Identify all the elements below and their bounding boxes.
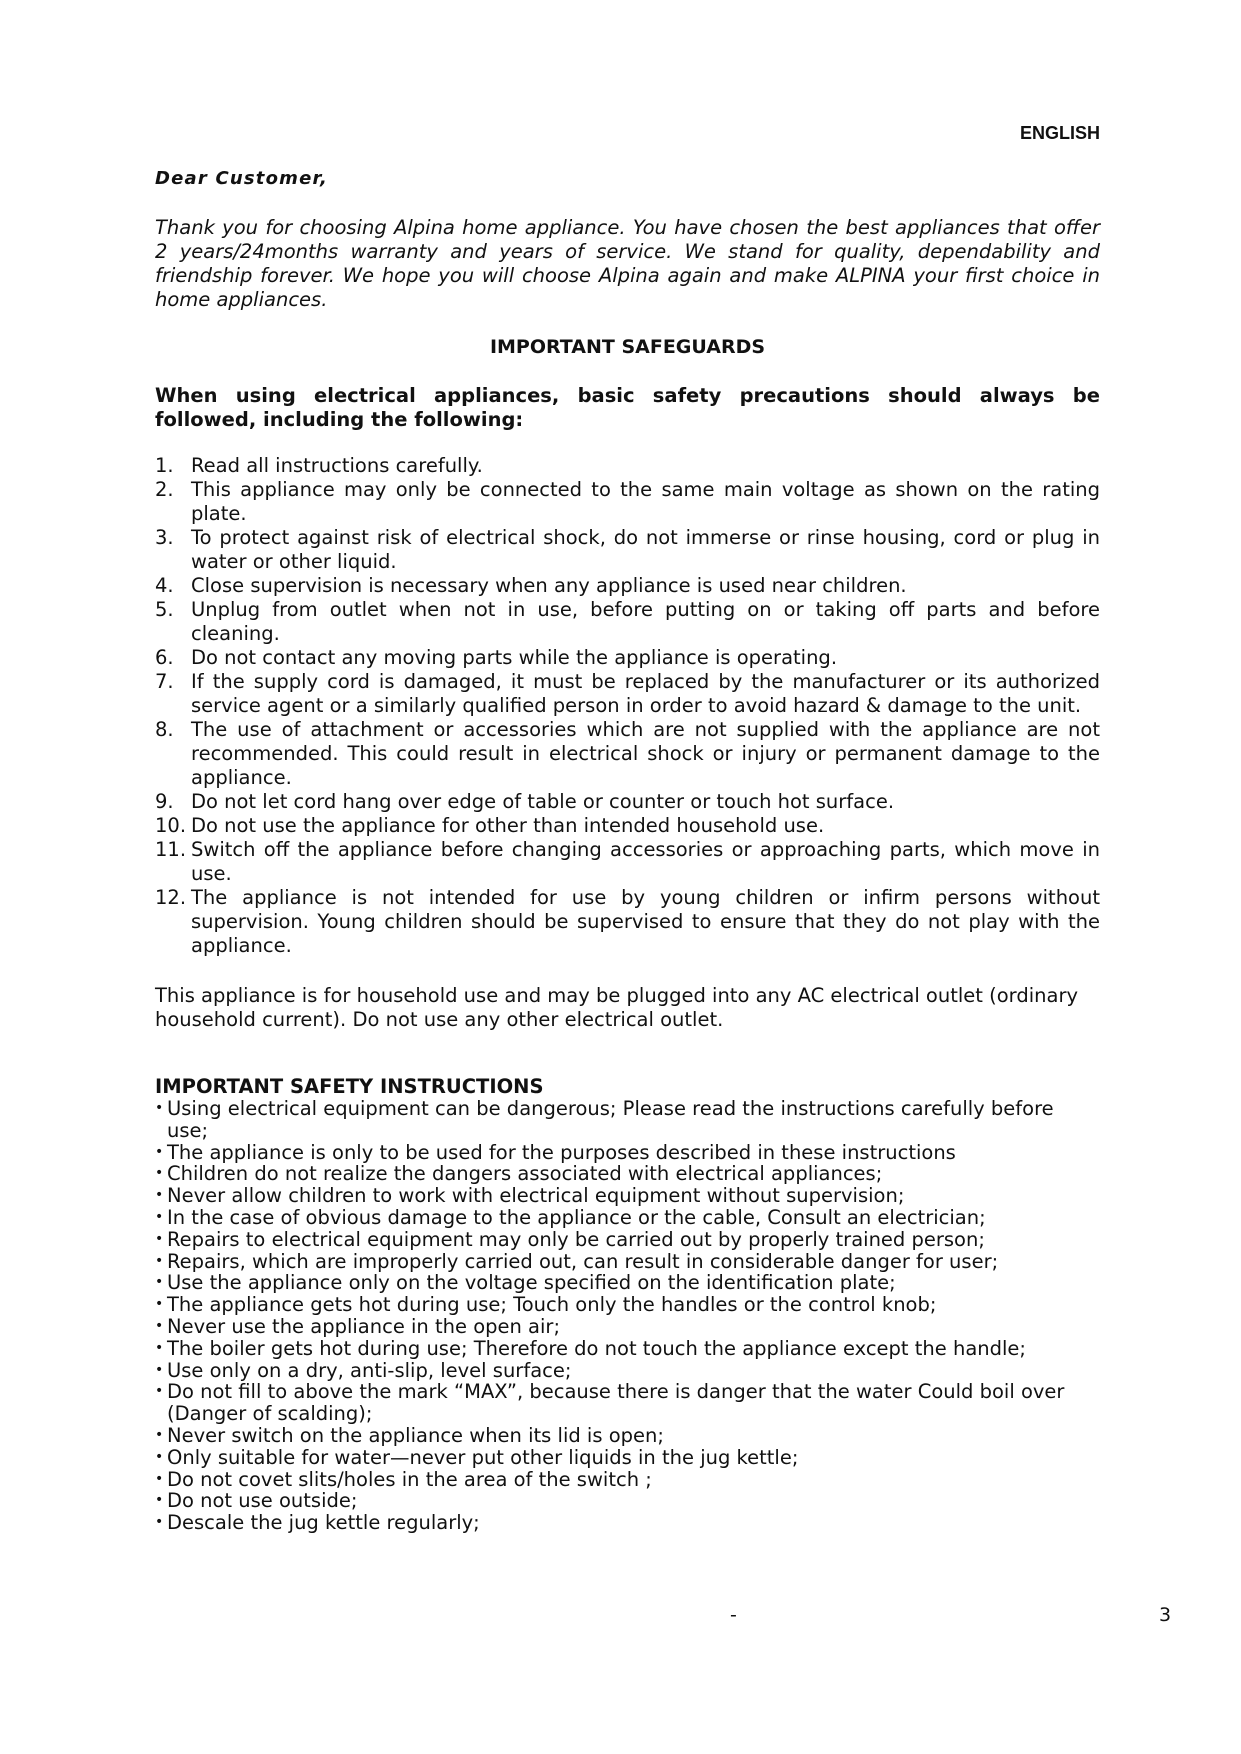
instruction-item	[155, 1469, 1100, 1491]
bullet-icon: •	[155, 1274, 164, 1291]
page-number: 3	[1159, 1604, 1172, 1626]
safeguard-number: 2.	[155, 478, 174, 501]
safeguard-number: 6.	[155, 646, 174, 669]
safeguard-text: The appliance is not intended for use by young children or infirm persons without supervision. Young children should be supervised to ensure that they do not play with the appliance.	[191, 886, 1100, 957]
instruction-text: The appliance gets hot during use; Touch only the handles or the control knob;	[167, 1293, 937, 1317]
safeguard-number: 3.	[155, 526, 174, 549]
instruction-item	[155, 1338, 1100, 1360]
safeguard-item	[155, 886, 1100, 958]
intro-paragraph: Thank you for choosing Alpina home appliance. You have chosen the best appliances that offer 2 years/24months warranty and years of service. We stand for quality, dependability and friendship forever. We hope you will choose Alpina again and make ALPINA your first choice in home appliances.	[155, 216, 1100, 311]
bullet-icon: •	[155, 1361, 164, 1378]
bullet-icon: •	[155, 1492, 164, 1509]
greeting: Dear Customer,	[155, 168, 328, 189]
instruction-item	[155, 1098, 1100, 1142]
safeguards-lead-line1: When using electrical appliances, basic safety precautions should always be	[155, 384, 1100, 407]
bullet-icon: •	[155, 1426, 164, 1443]
instruction-item	[155, 1360, 1100, 1382]
safeguard-item	[155, 670, 1100, 718]
footer-dash: -	[730, 1604, 737, 1626]
safeguard-text: To protect against risk of electrical shock, do not immerse or rinse housing, cord or plug in water or other liquid.	[191, 526, 1100, 573]
safeguard-number: 5.	[155, 598, 174, 621]
bullet-icon: •	[155, 1296, 164, 1313]
bullet-icon: •	[155, 1448, 164, 1465]
instruction-text: Children do not realize the dangers associated with electrical appliances;	[167, 1162, 883, 1186]
instruction-item	[155, 1163, 1100, 1185]
instruction-item	[155, 1490, 1100, 1512]
bullet-icon: •	[155, 1339, 164, 1356]
instruction-text: Using electrical equipment can be dangerous; Please read the instructions carefully before use;	[167, 1097, 1054, 1142]
instruction-text: Do not use outside;	[167, 1489, 358, 1513]
instruction-text: In the case of obvious damage to the appliance or the cable, Consult an electrician;	[167, 1205, 986, 1229]
safeguard-number: 9.	[155, 790, 174, 813]
safeguards-list	[155, 454, 1100, 958]
safeguard-number: 8.	[155, 718, 174, 741]
instructions-heading: IMPORTANT SAFETY INSTRUCTIONS	[155, 1075, 544, 1098]
instruction-text: Use the appliance only on the voltage specified on the identification plate;	[167, 1271, 896, 1295]
safeguard-number: 11.	[155, 838, 187, 861]
instruction-text: Descale the jug kettle regularly;	[167, 1511, 480, 1535]
bullet-icon: •	[155, 1100, 164, 1116]
safeguard-number: 12.	[155, 886, 187, 909]
safeguard-item	[155, 478, 1100, 526]
safeguard-text: If the supply cord is damaged, it must be replaced by the manufacturer or its authorized service agent or a similarly qualified person in order to avoid hazard & damage to the unit.	[191, 670, 1100, 717]
safeguard-text: This appliance may only be connected to the same main voltage as shown on the rating plate.	[191, 478, 1100, 525]
safeguard-item	[155, 646, 1100, 670]
safeguard-text: Unplug from outlet when not in use, before putting on or taking off parts and before cleaning.	[191, 598, 1100, 645]
safeguard-item	[155, 598, 1100, 646]
instruction-text: Use only on a dry, anti-slip, level surface;	[167, 1358, 572, 1382]
instruction-item	[155, 1381, 1100, 1425]
manual-page	[155, 0, 1172, 1754]
language-label: ENGLISH	[1019, 123, 1100, 143]
safeguard-number: 10.	[155, 814, 187, 837]
instruction-item	[155, 1142, 1100, 1164]
safeguard-text: The use of attachment or accessories which are not supplied with the appliance are not recommended. This could result in electrical shock or injury or permanent damage to the appliance.	[191, 718, 1100, 789]
bullet-icon: •	[155, 1230, 164, 1247]
safeguard-number: 7.	[155, 670, 174, 693]
safeguard-item	[155, 790, 1100, 814]
instruction-item	[155, 1229, 1100, 1251]
bullet-icon: •	[155, 1383, 164, 1400]
instruction-item	[155, 1316, 1100, 1338]
safeguard-text: Do not let cord hang over edge of table or counter or touch hot surface.	[191, 790, 895, 813]
safeguards-lead	[155, 384, 1100, 432]
safeguard-text: Do not use the appliance for other than intended household use.	[191, 814, 825, 837]
instructions-list	[155, 1098, 1100, 1534]
safeguard-text: Read all instructions carefully.	[191, 454, 483, 477]
instruction-text: Do not fill to above the mark “MAX”, because there is danger that the water Could boil over (Danger of scalding);	[167, 1380, 1065, 1426]
instruction-text: Never switch on the appliance when its lid is open;	[167, 1423, 664, 1447]
instruction-item	[155, 1294, 1100, 1316]
instruction-text: Only suitable for water—never put other liquids in the jug kettle;	[167, 1445, 799, 1469]
instruction-text: Repairs to electrical equipment may only be carried out by properly trained person;	[167, 1227, 985, 1251]
safeguard-text: Switch off the appliance before changing accessories or approaching parts, which move in use.	[191, 838, 1100, 885]
bullet-icon: •	[155, 1208, 164, 1225]
safeguard-text: Close supervision is necessary when any appliance is used near children.	[191, 574, 907, 597]
bullet-icon: •	[155, 1514, 164, 1531]
safeguard-item	[155, 838, 1100, 886]
bullet-icon: •	[155, 1143, 164, 1160]
instruction-item	[155, 1512, 1100, 1534]
safeguards-heading: IMPORTANT SAFEGUARDS	[489, 336, 766, 358]
bullet-icon: •	[155, 1470, 164, 1487]
safeguard-item	[155, 454, 1100, 478]
bullet-icon: •	[155, 1252, 164, 1269]
safeguard-number: 4.	[155, 574, 174, 597]
bullet-icon: •	[155, 1165, 164, 1182]
instruction-text: Never allow children to work with electrical equipment without supervision;	[167, 1184, 905, 1208]
safeguard-item	[155, 718, 1100, 790]
bullet-icon: •	[155, 1187, 164, 1204]
instruction-text: Do not covet slits/holes in the area of the switch ;	[167, 1467, 652, 1491]
instruction-item	[155, 1251, 1100, 1273]
instruction-text: Repairs, which are improperly carried out, can result in considerable danger for user;	[167, 1249, 999, 1273]
instruction-text: Never use the appliance in the open air;	[167, 1314, 561, 1338]
instruction-item	[155, 1207, 1100, 1229]
instruction-text: The boiler gets hot during use; Therefore do not touch the appliance except the handle;	[167, 1336, 1026, 1360]
safeguard-item	[155, 574, 1100, 598]
instruction-item	[155, 1425, 1100, 1447]
safeguard-number: 1.	[155, 454, 174, 477]
household-note: This appliance is for household use and may be plugged into any AC electrical outlet (ordinary household current). Do not use any other electrical outlet.	[155, 984, 1079, 1031]
safeguards-lead-line2: followed, including the following:	[155, 408, 524, 431]
instruction-item	[155, 1272, 1100, 1294]
instruction-item	[155, 1447, 1100, 1469]
instruction-item	[155, 1185, 1100, 1207]
safeguard-text: Do not contact any moving parts while the appliance is operating.	[191, 646, 838, 669]
safeguard-item	[155, 814, 1100, 838]
safeguard-item	[155, 526, 1100, 574]
instruction-text: The appliance is only to be used for the purposes described in these instructions	[167, 1140, 956, 1164]
bullet-icon: •	[155, 1317, 164, 1334]
